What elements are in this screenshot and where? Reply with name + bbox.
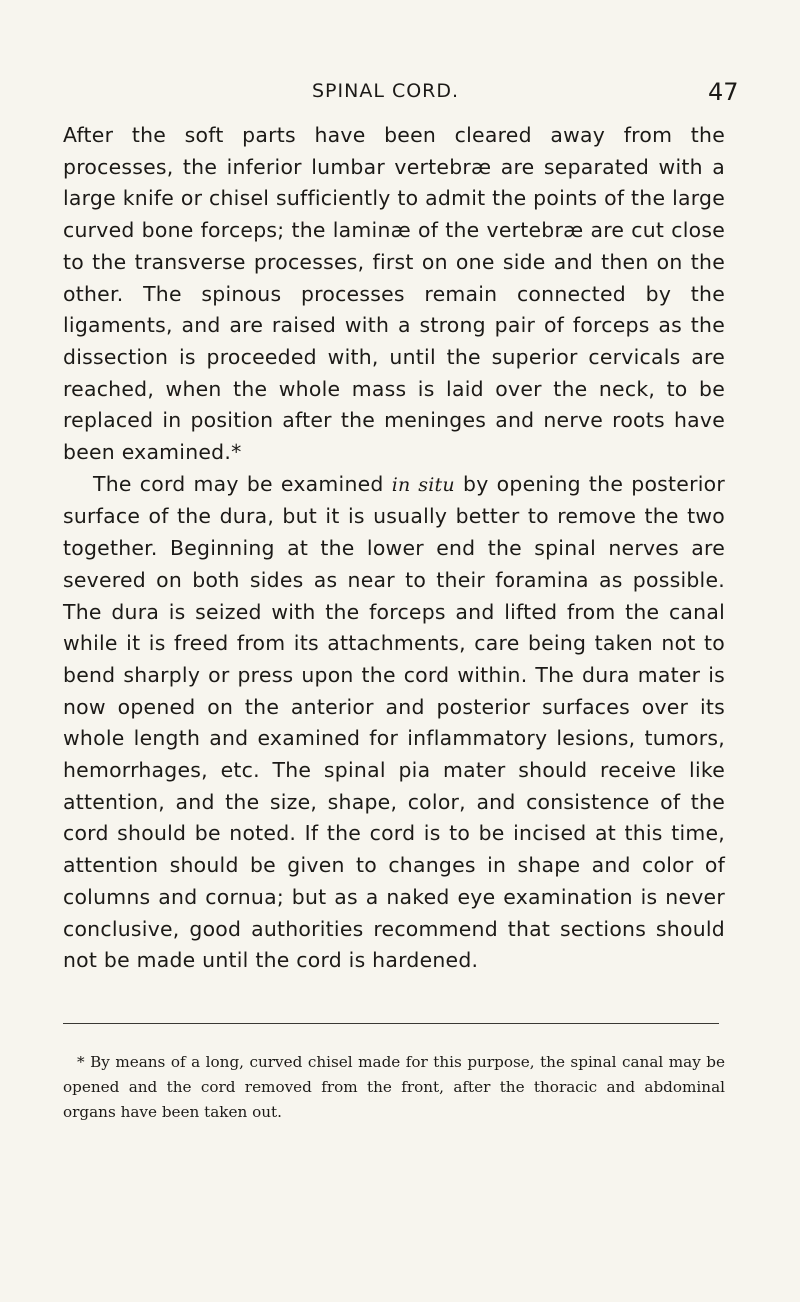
paragraph-2-italic: in situ [391, 473, 455, 496]
running-head [0, 80, 800, 110]
footnote-divider [63, 1023, 719, 1024]
footnote: * By means of a long, curved chisel made for this purpose, the spinal canal may be opened and the cord removed from the front, after the thoracic and abdominal organs have been taken out. [63, 1053, 725, 1121]
paragraph-2 [63, 469, 725, 977]
body-text [63, 120, 725, 977]
paragraph-2-rest: by opening the posterior surface of the dura, but it is usually better to remove the two together. Beginning at the lower end the spinal nerves are severed on both sides as near to their foramina as possible. The dura is seized with the forceps and lifted from the canal while it is freed from its attachments, care being taken not to bend sharply or press upon the cord within. The dura mater is now opened on the anterior and posterior surfaces over its whole length and examined for inflammatory lesions, tumors, hemorrhages, etc. The spinal pia mater should receive like attention, and the size, shape, color, and consistence of the cord should be noted. If the cord is to be incised at this time, attention should be given to changes in shape and color of columns and cornua; but as a naked eye examination is never conclusive, good authorities recommend that sections should not be made until the cord is hardened. [63, 471, 725, 973]
running-title: SPINAL CORD. [312, 80, 460, 102]
page-number: 47 [708, 78, 739, 106]
paragraph-2-start: The cord may be examined [93, 471, 392, 496]
paragraph-1: After the soft parts have been cleared away from the processes, the inferior lumbar vertebræ are separated with a large knife or chisel sufficiently to admit the points of the large curved bone forceps; the laminæ of the vertebræ are cut close to the transverse processes, first on one side and then on the other. The spinous processes remain connected by the ligaments, and are raised with a strong pair of forceps as the dissection is proceeded with, until the superior cervicals are reached, when the whole mass is laid over the neck, to be replaced in position after the meninges and nerve roots have been examined.* [63, 123, 725, 465]
